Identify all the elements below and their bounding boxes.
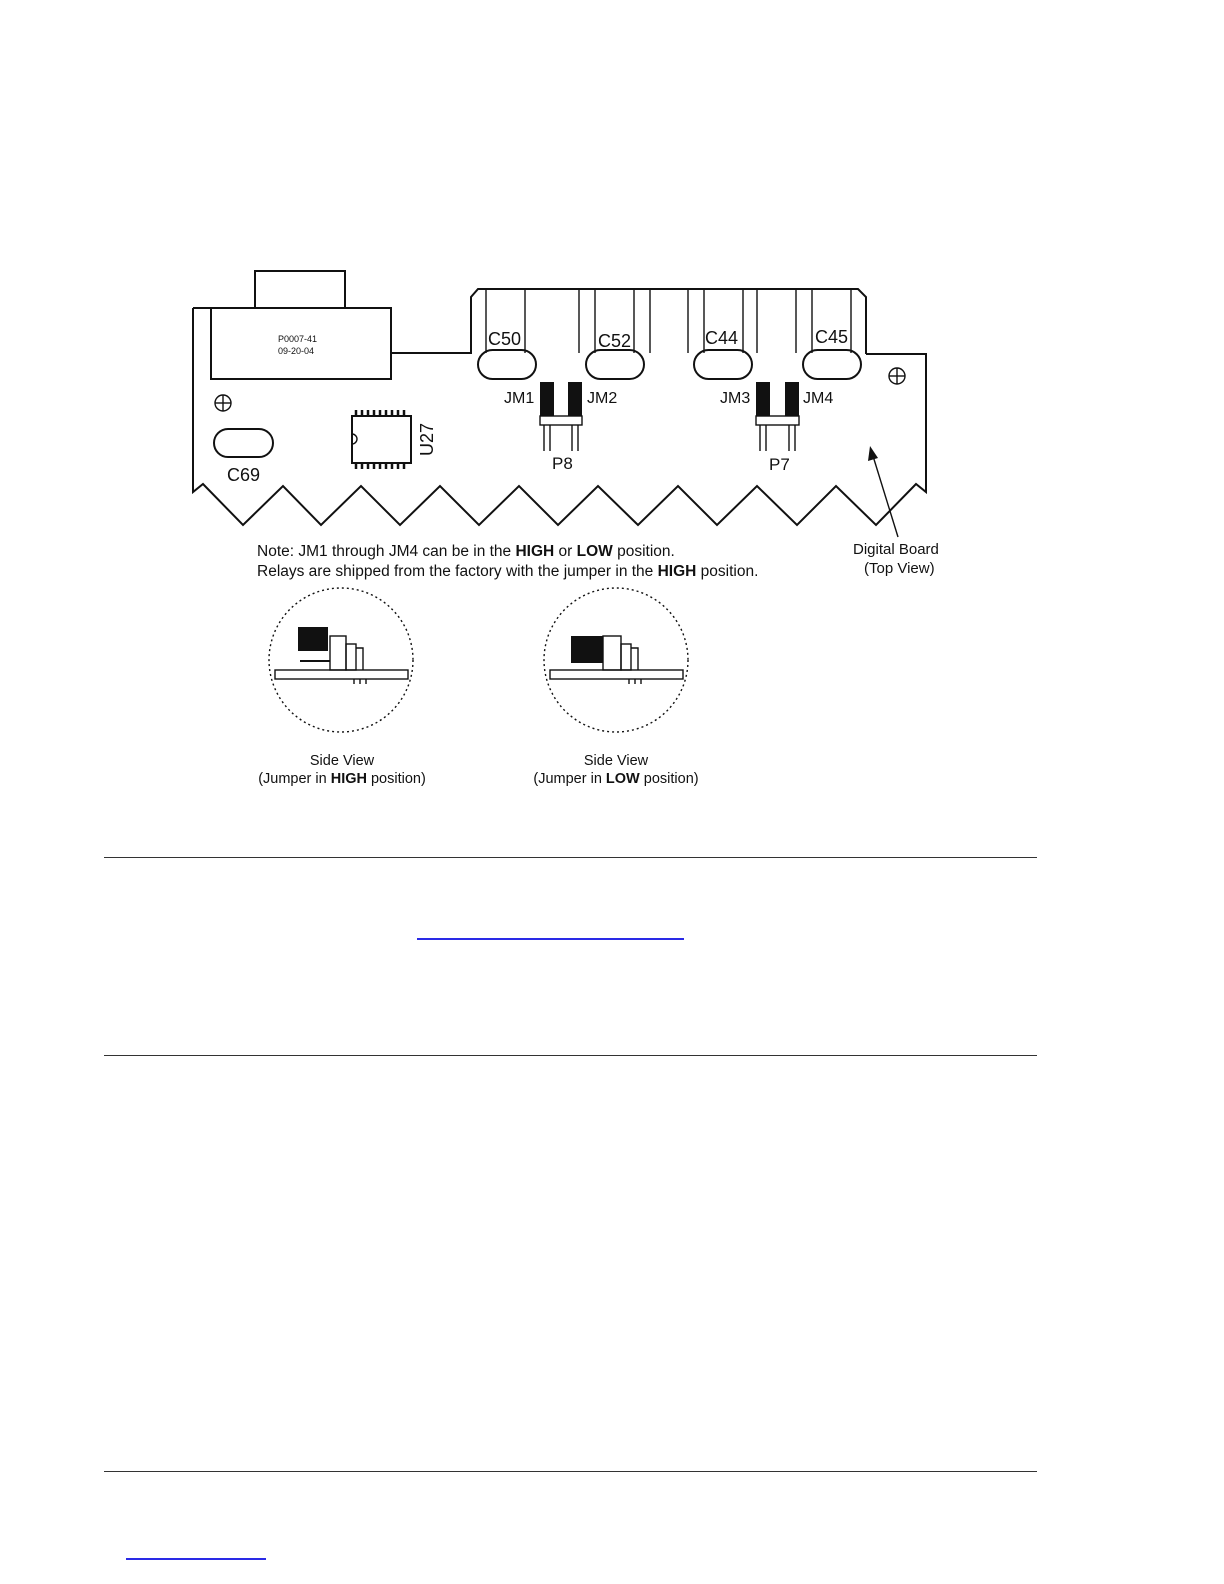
callout-arrow-icon (868, 446, 898, 537)
label-c50: C50 (488, 329, 522, 349)
label-c69: C69 (227, 465, 261, 485)
side-view-low-title: Side View (583, 753, 649, 769)
side-view-high-caption: (Jumper in HIGH position) (258, 771, 426, 787)
capacitor-c50 (478, 350, 536, 379)
mounting-hole-right-icon (889, 368, 905, 384)
mounting-hole-left-icon (215, 395, 231, 411)
label-jm4: JM4 (803, 390, 834, 407)
relay-top (255, 271, 345, 308)
label-p8: P8 (552, 454, 573, 473)
label-u27: U27 (417, 422, 437, 456)
horizontal-rule-footer (104, 1471, 1037, 1472)
relay-marking-line2: 09-20-04 (278, 346, 315, 356)
note-line2: Relays are shipped from the factory with the jumper in the HIGH position. (257, 563, 759, 580)
heatsink-fins (486, 289, 851, 353)
chip-u27 (352, 410, 411, 469)
horizontal-rule-top (104, 857, 1037, 858)
capacitor-c69 (214, 429, 273, 457)
side-view-low (544, 588, 688, 732)
horizontal-rule-middle (104, 1055, 1037, 1056)
capacitor-c45 (803, 350, 861, 379)
jumper-header-p7 (756, 382, 799, 451)
label-c45: C45 (815, 327, 849, 347)
side-view-low-caption: (Jumper in LOW position) (533, 771, 699, 787)
callout-line2: (Top View) (864, 560, 935, 577)
hyperlink-underline[interactable] (417, 938, 684, 940)
label-p7: P7 (769, 455, 790, 474)
label-jm2: JM2 (587, 390, 618, 407)
relay-marking-line1: P0007-41 (278, 334, 318, 344)
jumper-header-p8 (540, 382, 582, 451)
capacitor-c52 (586, 350, 644, 379)
capacitor-c44 (694, 350, 752, 379)
note-line1: Note: JM1 through JM4 can be in the HIGH or LOW position. (257, 543, 675, 560)
footer-link-underline[interactable] (126, 1558, 266, 1560)
label-jm1: JM1 (504, 390, 535, 407)
side-view-high-title: Side View (309, 753, 375, 769)
side-view-high (269, 588, 413, 732)
label-jm3: JM3 (720, 390, 751, 407)
label-c52: C52 (598, 331, 632, 351)
callout-line1: Digital Board (853, 541, 939, 558)
label-c44: C44 (705, 328, 739, 348)
